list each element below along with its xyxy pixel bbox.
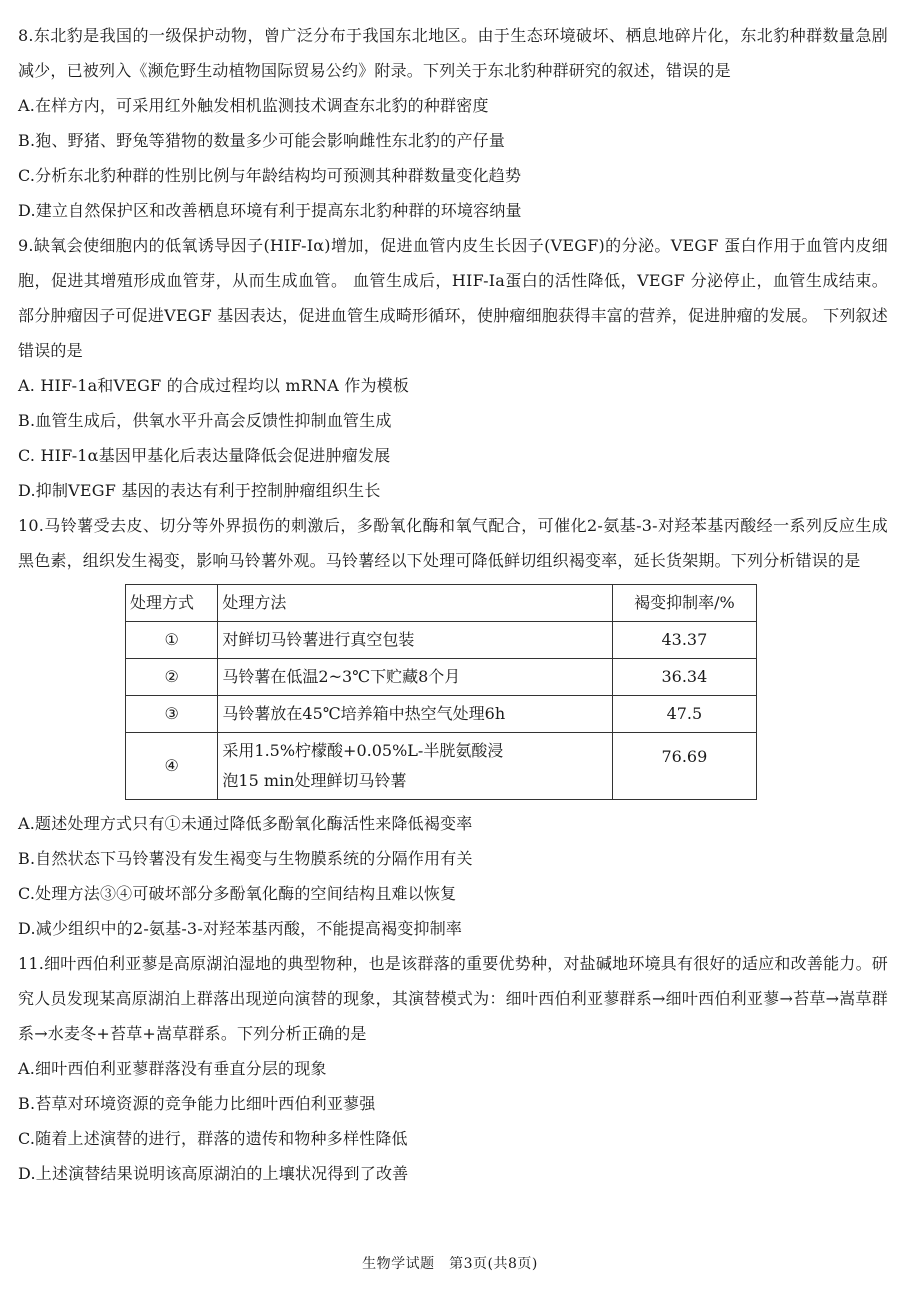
- question-11-option-a: A.细叶西伯利亚蓼群落没有垂直分层的现象: [18, 1059, 327, 1078]
- question-8-stem: 8.东北豹是我国的一级保护动物，曾广泛分布于我国东北地区。由于生态环境破坏、栖息地碎片化，东北豹种群数量急剧减少，已被列入《濒危野生动植物国际贸易公约》附录。下列关于东北豹种群研究的叙述，错误的是: [18, 26, 888, 80]
- question-11-option-d: D.上述演替结果说明该高原湖泊的上壤状况得到了改善: [18, 1164, 409, 1183]
- question-8-option-d: D.建立自然保护区和改善栖息环境有利于提高东北豹种群的环境容纳量: [18, 201, 522, 220]
- table-cell-mode: ②: [126, 659, 218, 696]
- table-header-rate: 褐变抑制率/%: [612, 585, 756, 622]
- table-cell-mode: ③: [126, 696, 218, 733]
- question-11-option-b: B.苔草对环境资源的竞争能力比细叶西伯利亚蓼强: [18, 1094, 376, 1113]
- question-9-option-b: B.血管生成后，供氧水平升高会反馈性抑制血管生成: [18, 411, 392, 430]
- table-cell-method: [218, 733, 612, 800]
- question-9-stem: 9.缺氧会使细胞内的低氧诱导因子(HIF-Iα)增加，促进血管内皮生长因子(VEGF)的分泌。VEGF 蛋白作用于血管内皮细胞，促进其增殖形成血管芽，从而生成血管。 血管生成后，HIF-Ia蛋白的活性降低，VEGF 分泌停止，血管生成结束。 部分肿瘤因子可促进VEGF 基因表达，促进血管生成畸形循环，使肿瘤细胞获得丰富的营养，促进肿瘤的发展。 下列叙述错误的是: [18, 236, 888, 360]
- table-header-mode: 处理方式: [126, 585, 218, 622]
- question-11-stem: 11.细叶西伯利亚蓼是高原湖泊湿地的典型物种，也是该群落的重要优势种，对盐碱地环境具有很好的适应和改善能力。研究人员发现某高原湖泊上群落出现逆向演替的现象，其演替模式为：细叶西伯利亚蓼群系→细叶西伯利亚蓼→苔草→嵩草群系→水麦冬+苔草+嵩草群系。下列分析正确的是: [18, 954, 888, 1043]
- question-10: [18, 508, 888, 946]
- table-header-row: [126, 585, 757, 622]
- question-8-option-b: B.狍、野猪、野兔等猎物的数量多少可能会影响雌性东北豹的产仔量: [18, 131, 506, 150]
- question-10-option-d: D.减少组织中的2-氨基-3-对羟苯基丙酸，不能提高褐变抑制率: [18, 919, 463, 938]
- table-cell-rate: 36.34: [612, 659, 756, 696]
- table-cell-rate: 43.37: [612, 622, 756, 659]
- table-cell-rate: 76.69: [612, 733, 756, 800]
- question-8: [18, 18, 888, 228]
- table-header-method: 处理方法: [218, 585, 612, 622]
- treatment-table: [125, 584, 757, 800]
- question-10-option-a: A.题述处理方式只有①未通过降低多酚氧化酶活性来降低褐变率: [18, 814, 473, 833]
- table-row: [126, 622, 757, 659]
- question-9-option-a: A. HIF-1a和VEGF 的合成过程均以 mRNA 作为模板: [18, 376, 410, 395]
- question-10-option-c: C.处理方法③④可破坏部分多酚氧化酶的空间结构且难以恢复: [18, 884, 457, 903]
- question-8-option-a: A.在样方内，可采用红外触发相机监测技术调查东北豹的种群密度: [18, 96, 489, 115]
- question-8-option-c: C.分析东北豹种群的性别比例与年龄结构均可预测其种群数量变化趋势: [18, 166, 522, 185]
- question-9-option-c: C. HIF-1α基因甲基化后表达量降低会促进肿瘤发展: [18, 446, 391, 465]
- table-cell-method: 马铃薯在低温2~3℃下贮藏8个月: [218, 659, 612, 696]
- table-cell-method: 对鲜切马铃薯进行真空包装: [218, 622, 612, 659]
- table-cell-method: 马铃薯放在45℃培养箱中热空气处理6h: [218, 696, 612, 733]
- table-row: [126, 733, 757, 800]
- question-9: [18, 228, 888, 508]
- table-cell-method-line1: 采用1.5%柠檬酸+0.05%L-半胱氨酸浸: [222, 741, 504, 760]
- table-cell-rate: 47.5: [612, 696, 756, 733]
- table-row: [126, 659, 757, 696]
- table-cell-mode: ①: [126, 622, 218, 659]
- question-10-stem: 10.马铃薯受去皮、切分等外界损伤的刺激后，多酚氧化酶和氧气配合，可催化2-氨基-3-对羟苯基丙酸经一系列反应生成黑色素，组织发生褐变，影响马铃薯外观。马铃薯经以下处理可降低鲜切组织褐变率，延长货架期。下列分析错误的是: [18, 516, 888, 570]
- table-row: [126, 696, 757, 733]
- question-10-option-b: B.自然状态下马铃薯没有发生褐变与生物膜系统的分隔作用有关: [18, 849, 473, 868]
- question-11: [18, 946, 888, 1191]
- question-11-option-c: C.随着上述演替的进行，群落的遗传和物种多样性降低: [18, 1129, 408, 1148]
- page-footer: 生物学试题 第3页(共8页): [362, 1256, 538, 1272]
- table-cell-method-line2: 泡15 min处理鲜切马铃薯: [222, 771, 407, 790]
- table-cell-mode: ④: [126, 733, 218, 800]
- question-9-option-d: D.抑制VEGF 基因的表达有利于控制肿瘤组织生长: [18, 481, 381, 500]
- page-content: [18, 18, 888, 1191]
